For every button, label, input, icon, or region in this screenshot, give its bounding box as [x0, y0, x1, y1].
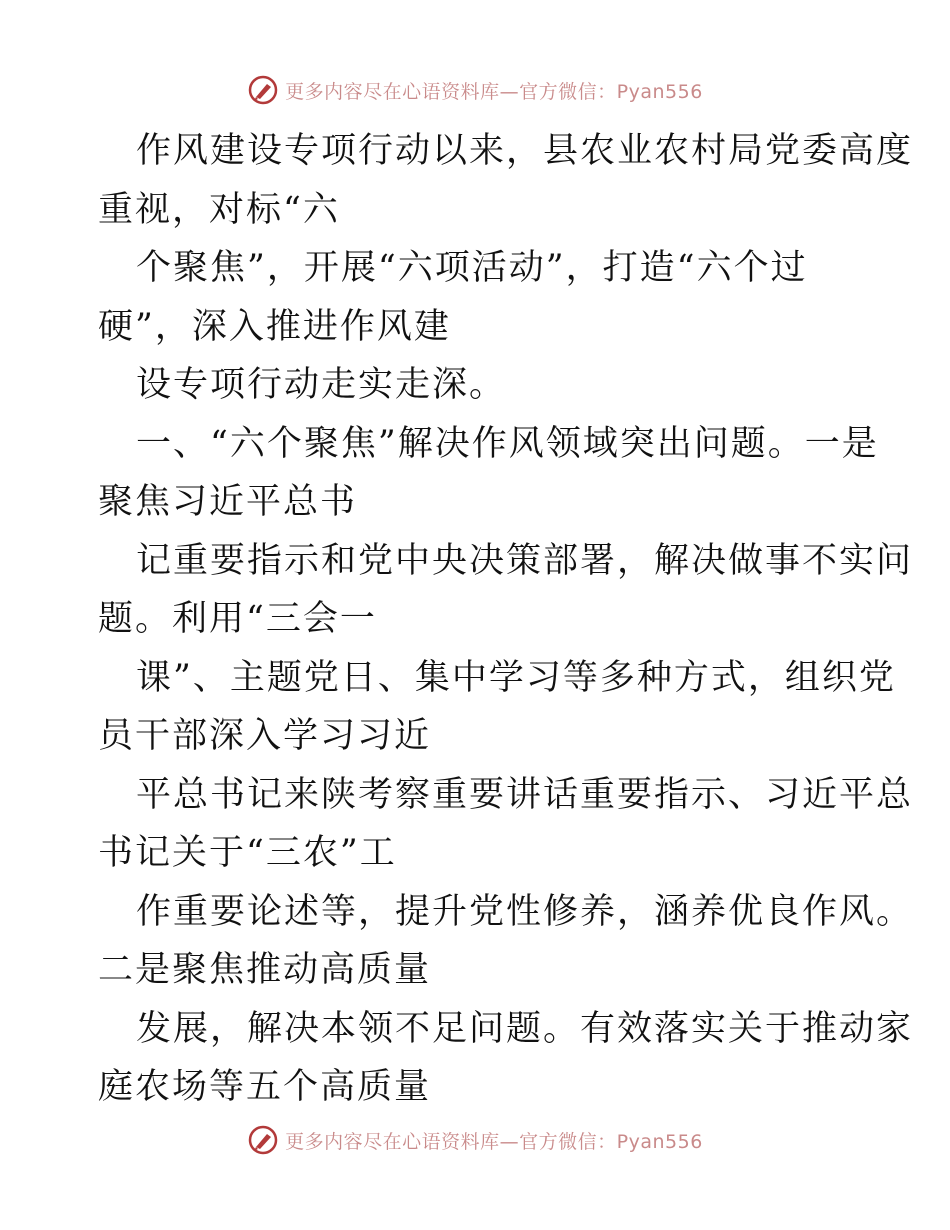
text-line: 记重要指示和党中央决策部署，解决做事不实问	[136, 540, 914, 581]
text-line: 课”、主题党日、集中学习等多种方式，组织党	[136, 657, 896, 698]
text-line: 个聚焦”，开展“六项活动”，打造“六个过	[136, 248, 808, 288]
watermark-text: 更多内容尽在心语资料库—官方微信：Pyan556	[285, 1130, 703, 1153]
text-line: 书记关于“三农”工	[98, 833, 397, 873]
text-line: 二是聚焦推动高质量	[98, 950, 432, 990]
pen-nib-logo-icon	[247, 1124, 279, 1156]
text-line: 作风建设专项行动以来，县农业农村局党委高度	[136, 131, 914, 171]
text-line: 作重要论述等，提升党性修养，涵养优良作风。	[136, 891, 914, 932]
text-line: 重视，对标“六	[98, 189, 340, 230]
header-watermark	[0, 70, 950, 110]
text-line: 一、“六个聚焦”解决作风领域突出问题。一是	[136, 423, 879, 464]
text-line: 员干部深入学习习近	[98, 716, 432, 756]
text-line: 聚焦习近平总书	[98, 482, 358, 522]
text-line: 平总书记来陕考察重要讲话重要指示、习近平总	[136, 774, 914, 815]
pen-nib-logo-icon	[247, 74, 279, 106]
text-line: 发展，解决本领不足问题。有效落实关于推动家	[136, 1008, 914, 1049]
text-line: 庭农场等五个高质量	[98, 1067, 432, 1107]
footer-watermark	[0, 1120, 950, 1160]
watermark-text: 更多内容尽在心语资料库—官方微信：Pyan556	[285, 80, 703, 103]
text-line: 硬”，深入推进作风建	[98, 306, 451, 347]
text-line: 题。利用“三会一	[98, 599, 377, 639]
document-body	[98, 122, 914, 1117]
text-line: 设专项行动走实走深。	[136, 365, 507, 405]
